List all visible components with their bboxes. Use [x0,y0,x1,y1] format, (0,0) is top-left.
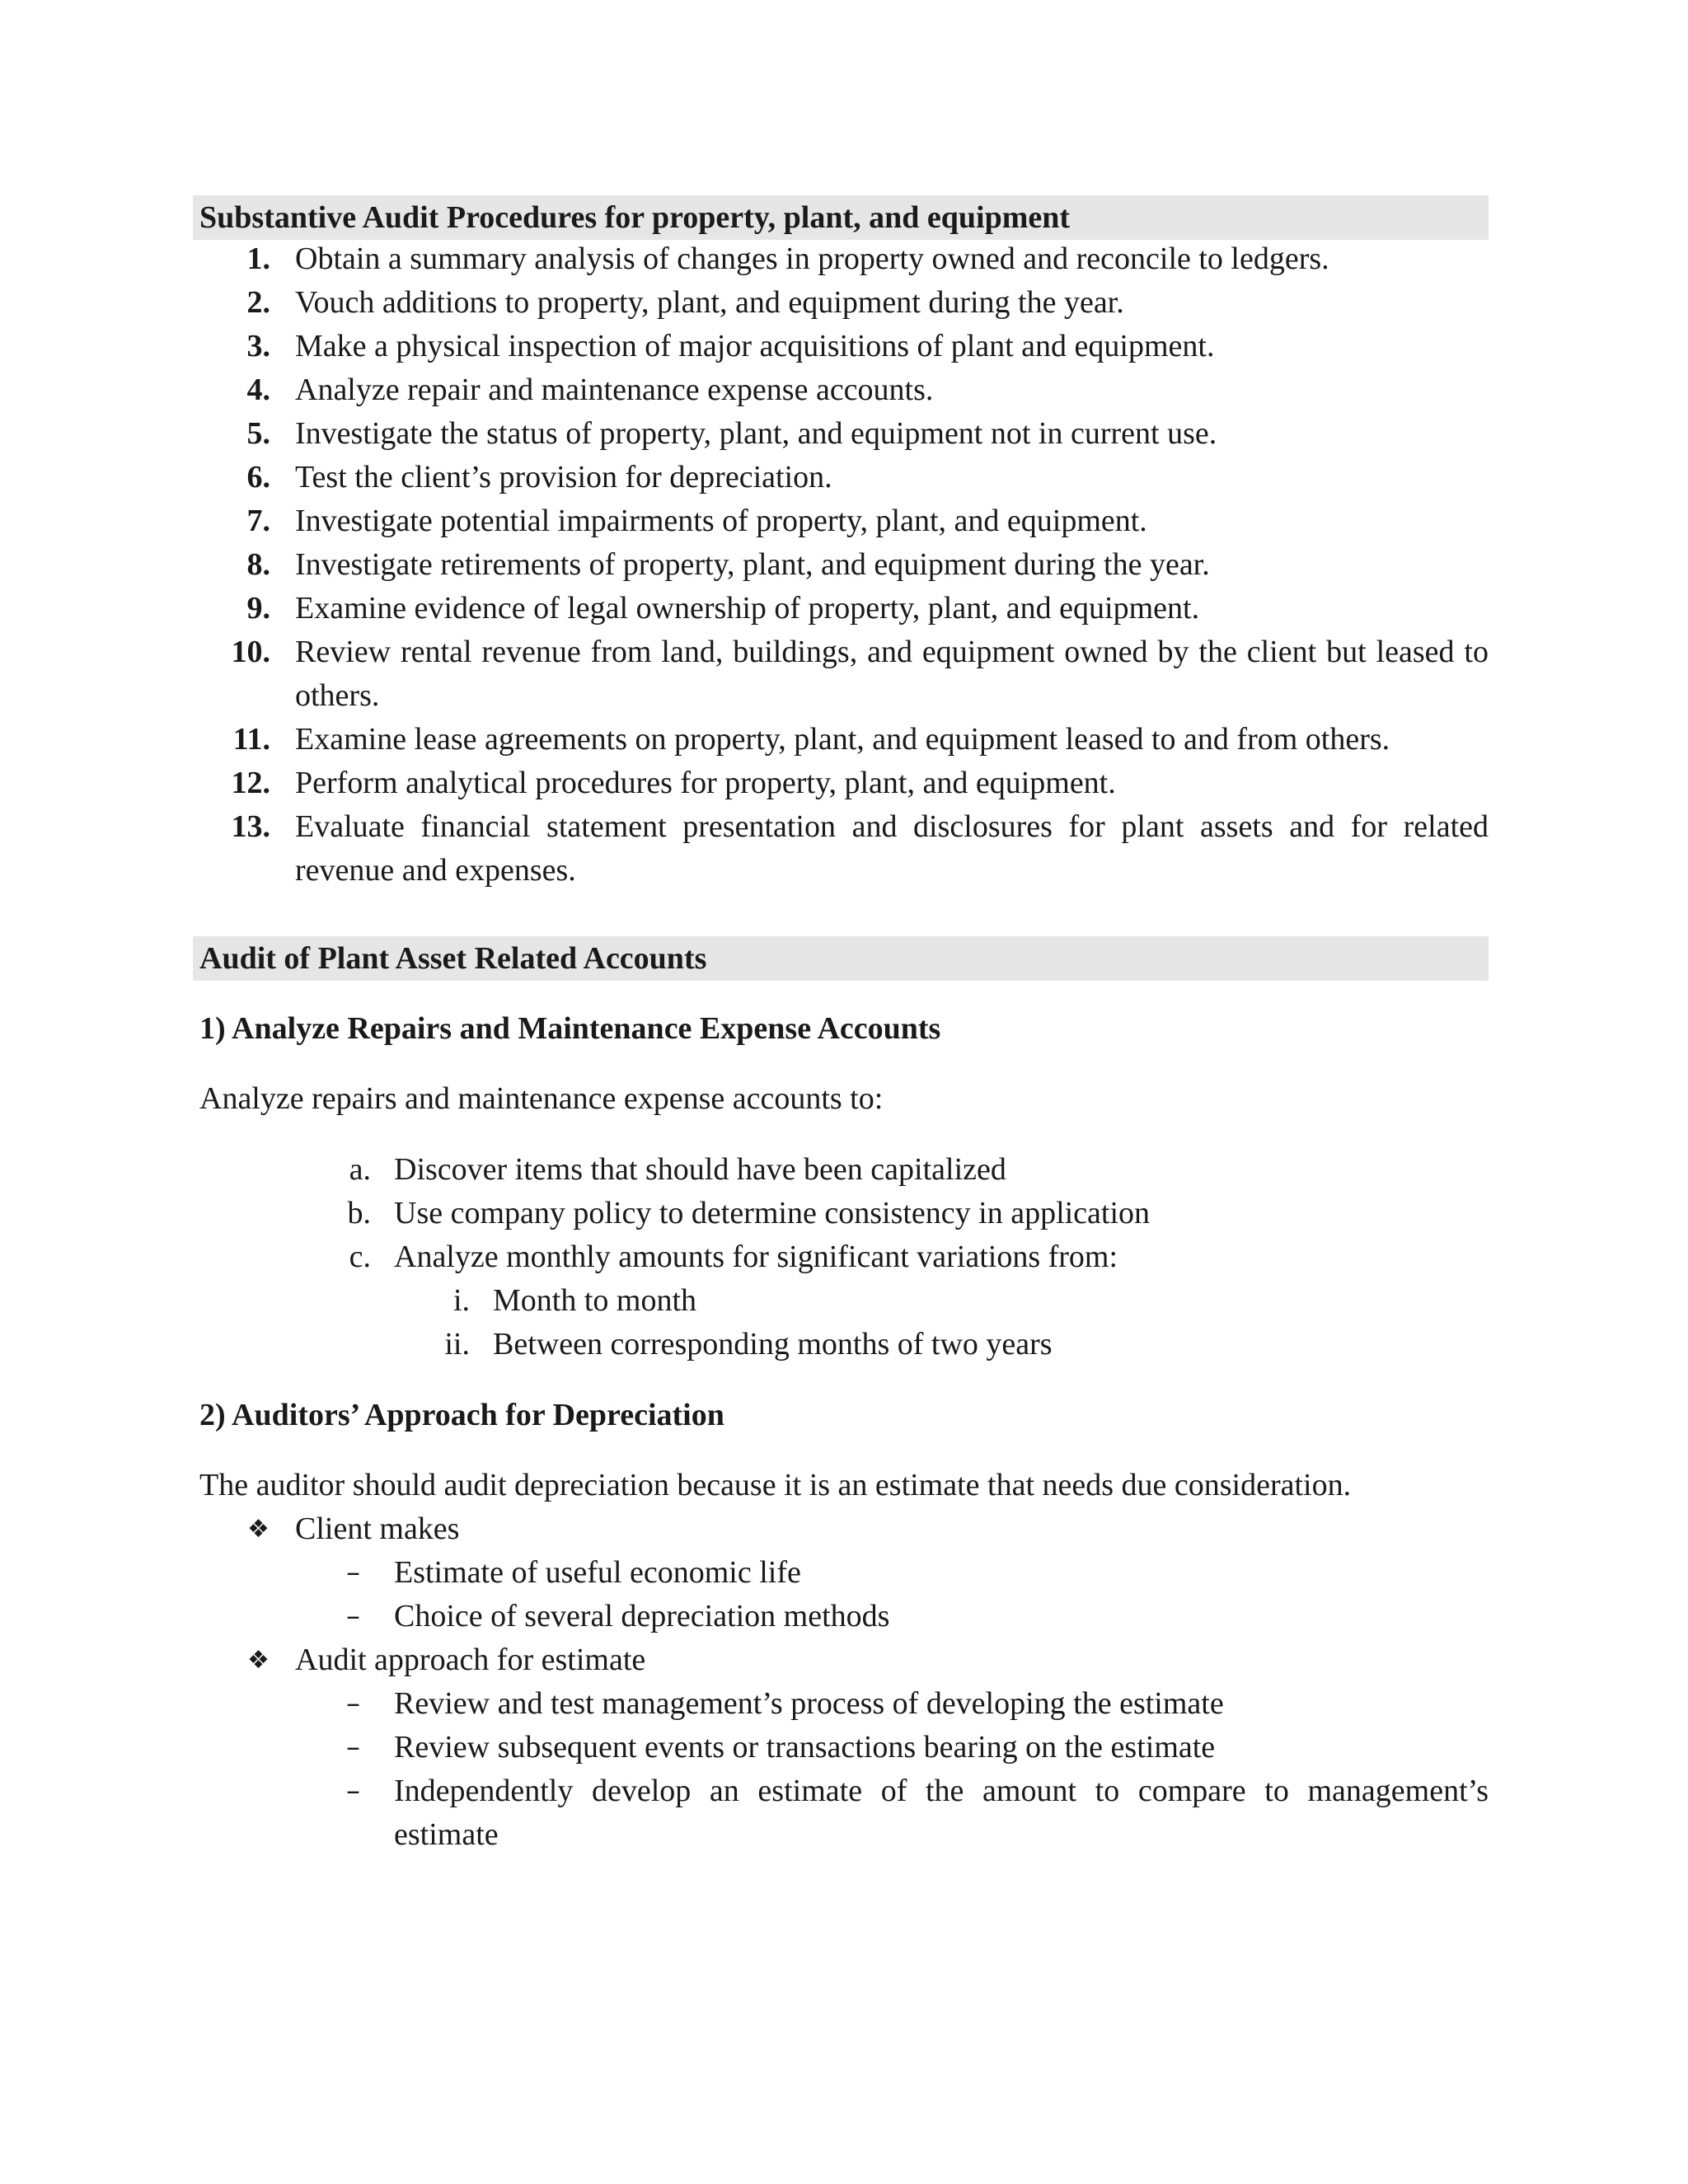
dash-bullet-icon: – [346,1774,360,1807]
list-marker: c. [349,1240,371,1274]
diamond-bullet-icon: ❖ [247,1646,270,1675]
list-text: Investigate potential impairments of property, plant, and equipment. [295,504,1147,538]
list-text: Analyze monthly amounts for significant variations from: [394,1240,1118,1274]
list-text: Estimate of useful economic life [394,1555,801,1590]
list-number: 6. [246,460,270,494]
list-text: Client makes [295,1511,460,1546]
list-number: 8. [246,547,270,582]
list-marker: b. [347,1196,371,1230]
subsection-heading-repairs: 1) Analyze Repairs and Maintenance Expense Accounts [199,1011,941,1046]
list-text: Investigate the status of property, plant, and equipment not in current use. [295,416,1217,451]
list-text: Analyze repair and maintenance expense accounts. [295,373,934,407]
list-number: 13. [231,809,270,844]
list-text: Examine evidence of legal ownership of property, plant, and equipment. [295,591,1200,626]
list-text: Examine lease agreements on property, plant, and equipment leased to and from others. [295,722,1390,757]
list-text: Investigate retirements of property, plant, and equipment during the year. [295,547,1210,582]
list-number: 10. [231,635,270,669]
list-text: Obtain a summary analysis of changes in property owned and reconcile to ledgers. [295,241,1329,276]
list-text: Choice of several depreciation methods [394,1599,890,1633]
list-number: 4. [246,373,270,407]
paragraph: The auditor should audit depreciation because it is an estimate that needs due consideration. [199,1468,1352,1502]
list-text: Month to month [493,1283,697,1318]
list-number: 12. [231,766,270,800]
section-title-substantive-procedures: Substantive Audit Procedures for property, plant, and equipment [199,200,1071,235]
list-text: Review and test management’s process of developing the estimate [394,1686,1224,1721]
list-text: Perform analytical procedures for property, plant, and equipment. [295,766,1116,800]
dash-bullet-icon: – [346,1731,360,1764]
list-text: Discover items that should have been capitalized [394,1152,1006,1187]
list-number: 7. [246,504,270,538]
dash-bullet-icon: – [346,1687,360,1720]
list-text: Make a physical inspection of major acquisitions of plant and equipment. [295,329,1215,363]
list-text: Use company policy to determine consistency in application [394,1196,1151,1230]
list-number: 11. [232,722,270,757]
list-text: Test the client’s provision for depreciation. [295,460,832,494]
list-text: Independently develop an estimate of the amount to compare to management’s estimate [394,1774,1489,1852]
list-number: 1. [246,241,270,276]
section-title-plant-asset-accounts: Audit of Plant Asset Related Accounts [199,941,707,976]
subsection-heading-depreciation: 2) Auditors’ Approach for Depreciation [199,1398,724,1432]
list-number: 2. [246,285,270,320]
paragraph: Analyze repairs and maintenance expense accounts to: [199,1081,884,1116]
list-text: Vouch additions to property, plant, and equipment during the year. [295,285,1124,320]
list-text: Evaluate financial statement presentation and disclosures for plant assets and for related revenue and expenses. [295,809,1489,888]
list-number: 9. [246,591,270,626]
list-marker: i. [452,1283,470,1318]
list-number: 3. [246,329,270,363]
list-text: Between corresponding months of two years [493,1327,1053,1361]
list-number: 5. [246,416,270,451]
list-text: Review rental revenue from land, buildings, and equipment owned by the client but leased to others. [295,635,1489,713]
list-marker: a. [349,1152,371,1187]
list-text: Audit approach for estimate [295,1643,646,1677]
list-text: Review subsequent events or transactions bearing on the estimate [394,1730,1216,1765]
list-marker: ii. [444,1327,470,1361]
dash-bullet-icon: – [346,1556,360,1589]
dash-bullet-icon: – [346,1600,360,1633]
diamond-bullet-icon: ❖ [247,1515,270,1544]
